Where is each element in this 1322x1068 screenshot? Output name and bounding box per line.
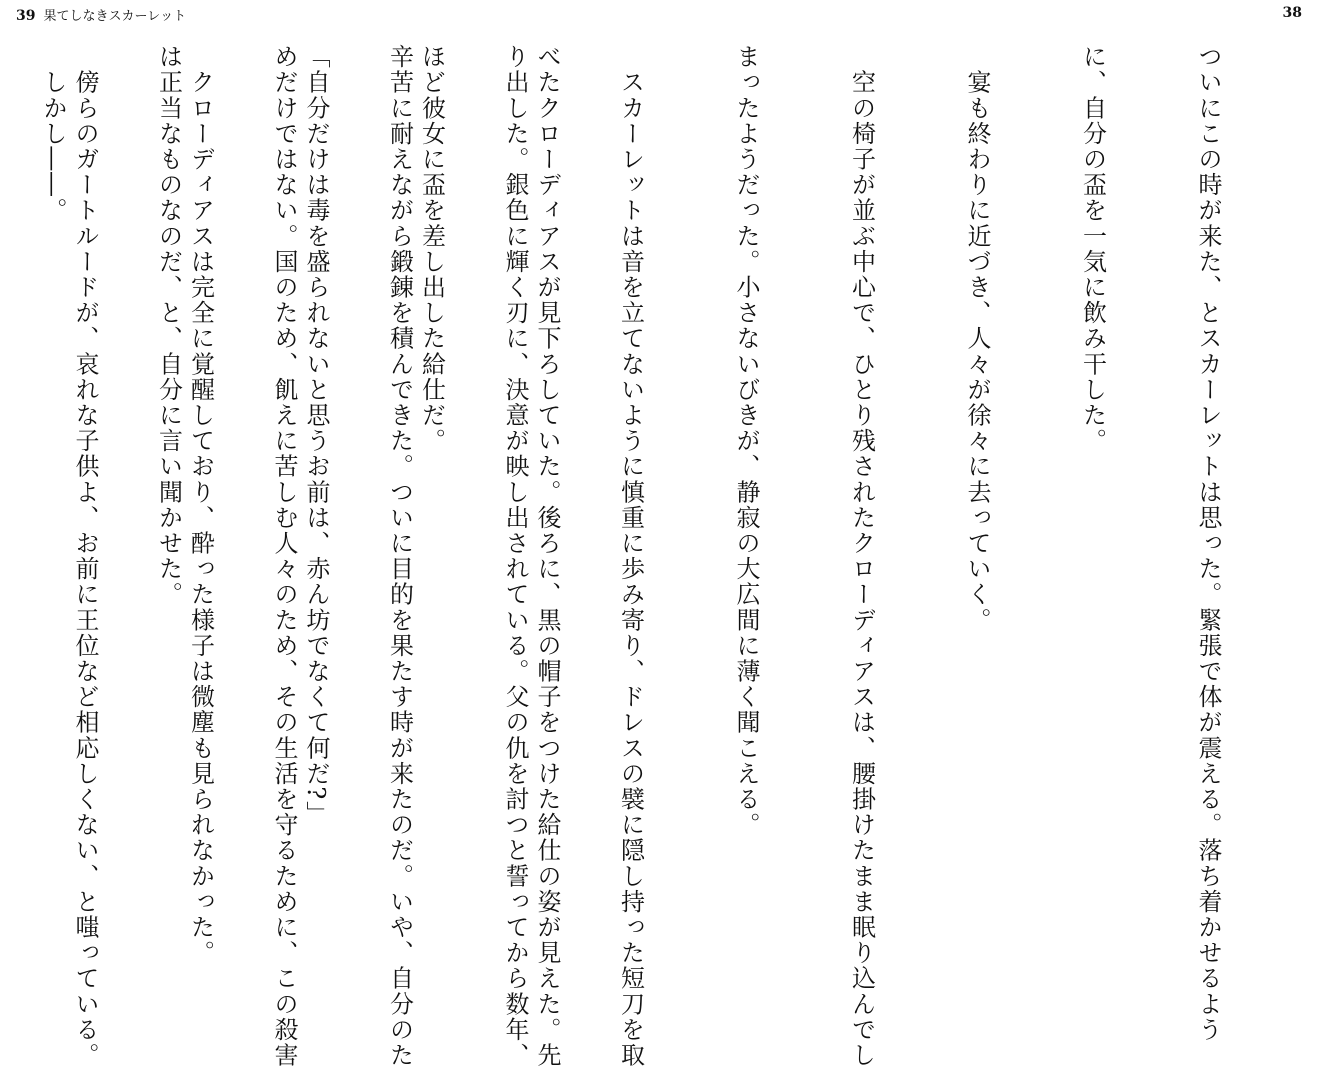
left-page-number: 39 xyxy=(16,8,36,24)
text-line: は正当なものなのだ、と、自分に言い聞かせた。 xyxy=(154,44,183,608)
text-line: 傍らのガートルードが、哀れな子供よ、お前に王位など相応しくない、と嗤っている。 xyxy=(71,44,99,1068)
text-line: ほど彼女に盃を差し出した給仕だ。 xyxy=(417,44,446,454)
text-line: に、自分の盃を一気に飲み干した。 xyxy=(1078,44,1107,454)
text-line: 宴も終わりに近づき、人々が徐々に去っていく。 xyxy=(963,44,991,633)
text-line: 空の椅子が並ぶ中心で、ひとり残されたクローディアスは、腰掛けたまま眠り込んでし xyxy=(847,44,876,1068)
left-page-header xyxy=(16,5,186,24)
text-line: り出した。銀色に輝く刃に、決意が映し出されている。父の仇を討つと誓ってから数年、 xyxy=(501,44,529,1068)
text-line: 辛苦に耐えながら鍛錬を積んできた。ついに目的を果たす時が来たのだ。いや、自分のた xyxy=(385,44,414,1068)
text-line: ついにこの時が来た、とスカーレットは思った。緊張で体が震える。落ち着かせるよう xyxy=(1194,44,1222,1043)
text-line: 「自分だけは毒を盛られないと思うお前は、赤ん坊でなくて何だ?」 xyxy=(302,44,330,827)
text-line: しかし――。 xyxy=(39,44,67,224)
text-line: スカーレットは音を立てないように慎重に歩み寄り、ドレスの襞に隠し持った短刀を取 xyxy=(616,44,645,1068)
text-line: べたクローディアスが見下ろしていた。後ろに、黒の帽子をつけた給仕の姿が見えた。先 xyxy=(533,44,561,1068)
text-line: クローディアスは完全に覚醒しており、酔った様子は微塵も見られなかった。 xyxy=(186,44,215,966)
text-line: めだけではない。国のため、飢えに苦しむ人々のため、その生活を守るために、この殺害 xyxy=(270,44,298,1068)
running-title: 果てしなきスカーレット xyxy=(43,9,187,24)
right-page-number: 38 xyxy=(1282,5,1302,21)
text-line: まったようだった。小さないびきが、静寂の大広間に薄く聞こえる。 xyxy=(732,44,760,838)
